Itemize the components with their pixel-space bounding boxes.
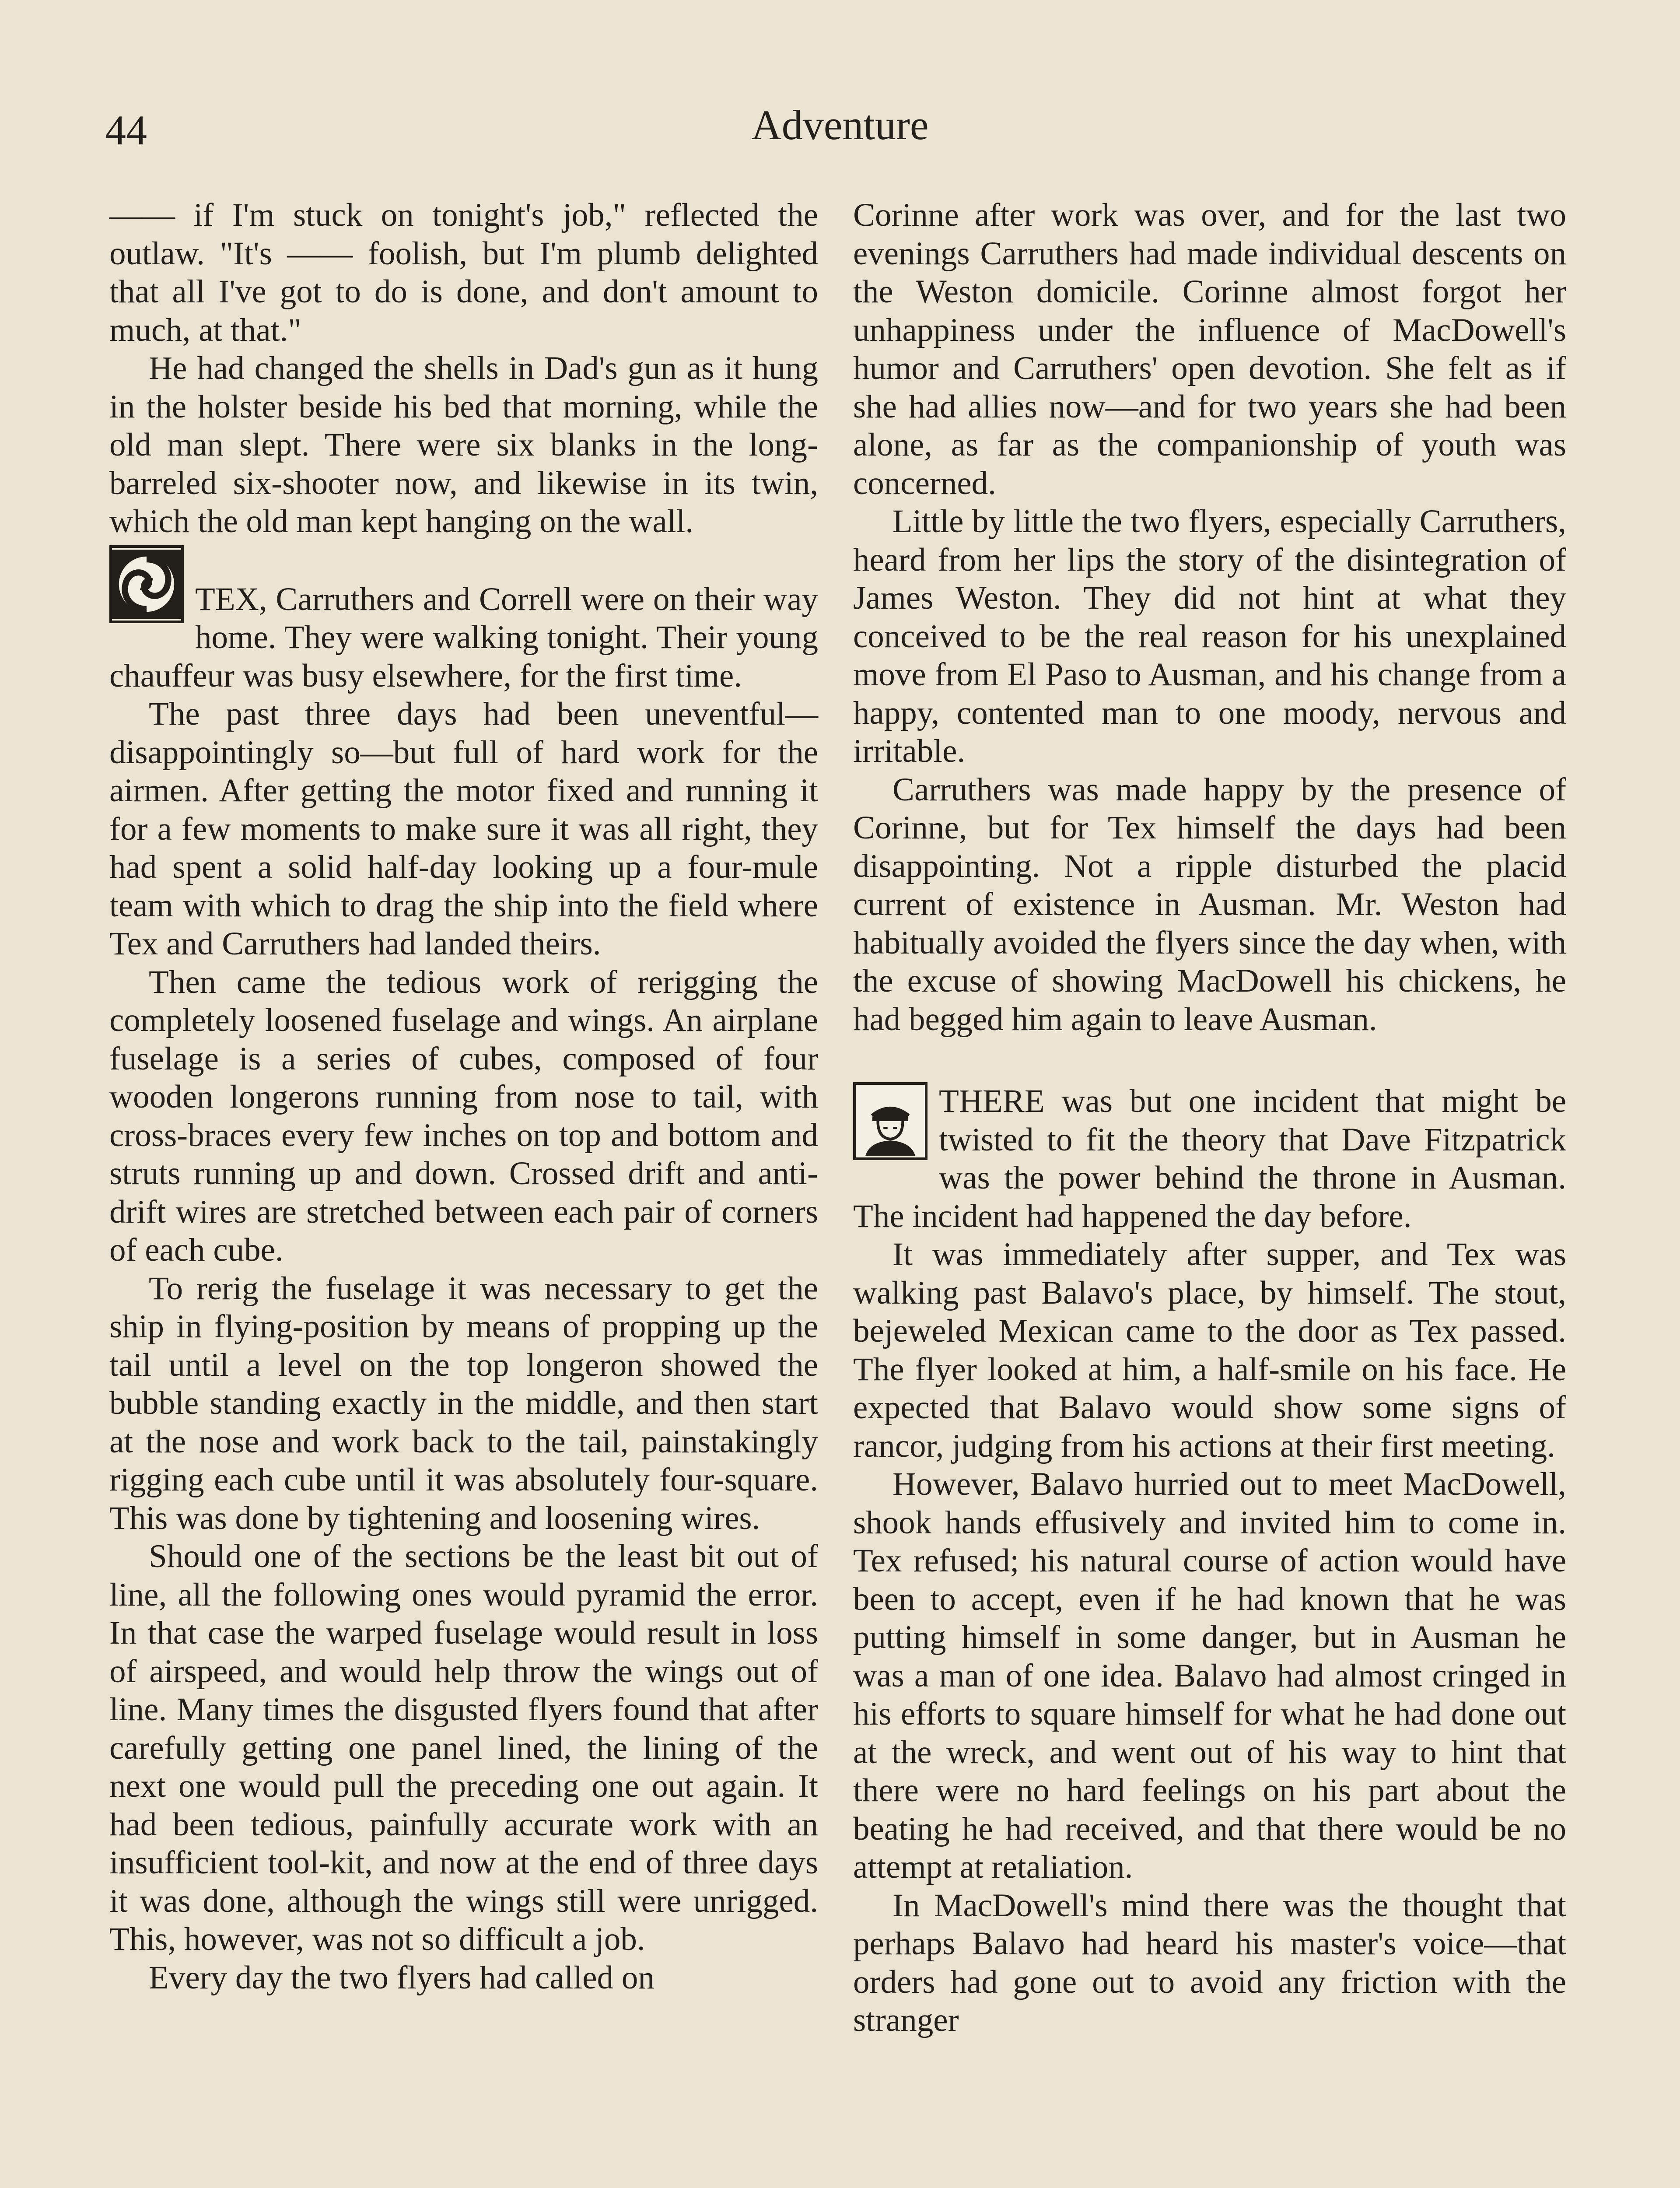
paragraph: Should one of the sections be the least bit out of line, all the following ones would pyramid the error. In that case the warped fuselage would result in loss of airspeed, and would help throw the wings out of line. Many times the disgusted flyers found that after carefully getting one panel lined, the lining of the next one would pull the preceding one out again. It had been tedious, painfully accurate work with an insufficient tool-kit, and now at the end of three days it was done, although the wings still were unrigged. This, however, was not so difficult a job. xyxy=(109,1538,818,1957)
paragraph: It was immediately after supper, and Tex was walking past Balavo's place, by himself. The stout, bejeweled Mexican came to the door as Tex passed. The flyer looked at him, a half-smile on his face. He expected that Balavo would show some signs of rancor, judging from his actions at their first meeting. xyxy=(853,1236,1566,1464)
paragraph: In MacDowell's mind there was the thought that perhaps Balavo had heard his master's voice—that orders had gone out to avoid any friction with the stranger xyxy=(853,1887,1566,2038)
right-column xyxy=(853,196,1566,2040)
section-paragraph: THERE was but one incident that might be twisted to fit the theory that Dave Fitzpatrick was the power behind the throne in Ausman. The incident had happened the day before. xyxy=(853,1083,1566,1234)
paragraph: Corinne after work was over, and for the last two evenings Carruthers had made individual descents on the Weston domicile. Corinne almost forgot her unhappiness under the influence of MacDowell's humor and Carruthers' open devotion. She felt as if she had allies now—and for two years she had been alone, as far as the companionship of youth was concerned. xyxy=(853,197,1566,501)
left-column xyxy=(109,196,818,1997)
aviator-portrait-icon xyxy=(853,1082,928,1160)
running-head: Adventure xyxy=(751,102,929,148)
paragraph: Little by little the two flyers, especially Carruthers, heard from her lips the story of the disintegration of James Weston. They did not hint at what they conceived to be the real reason for his unexplained move from El Paso to Ausman, and his change from a happy, contented man to one moody, nervous and irritable. xyxy=(853,503,1566,769)
paragraph: To rerig the fuselage it was necessary to get the ship in flying-position by means of propping up the tail until a level on the top longeron showed the bubble standing exactly in the middle, and then start at the nose and work back to the tail, painstakingly rigging each cube until it was absolutely four-square. This was done by tightening and loosening wires. xyxy=(109,1270,818,1536)
section-paragraph: TEX, Carruthers and Correll were on their way home. They were walking tonight. Their young chauffeur was busy elsewhere, for the first time. xyxy=(109,581,818,694)
swirl-ornament-icon xyxy=(109,545,184,623)
paragraph: Every day the two flyers had called on xyxy=(149,1959,654,1996)
paragraph: However, Balavo hurried out to meet MacDowell, shook hands effusively and invited him to come in. Tex refused; his natural course of action would have been to accept, even if he had known that he was putting himself in some danger, but in Ausman he was a man of one idea. Balavo had almost cringed in his efforts to square himself for what he had done out at the wreck, and went out of his way to hint that there were no hard feelings on his part about the beating he had received, and that there would be no attempt at retaliation. xyxy=(853,1466,1566,1885)
paragraph: He had changed the shells in Dad's gun as it hung in the holster beside his bed that morning, while the old man slept. There were six blanks in the long-barreled six-shooter now, and likewise in its twin, which the old man kept hanging on the wall. xyxy=(109,350,818,540)
paragraph: Then came the tedious work of rerigging the completely loosened fuselage and wings. An airplane fuselage is a series of cubes, composed of four wooden longerons running from nose to tail, with cross-braces every few inches on top and bottom and struts running up and down. Crossed drift and anti-drift wires are stretched between each pair of corners of each cube. xyxy=(109,964,818,1268)
paragraph: —— if I'm stuck on tonight's job," reflected the outlaw. "It's —— foolish, but I'm plumb delighted that all I've got to do is done, and don't amount to much, at that." xyxy=(109,197,818,348)
paragraph: The past three days had been uneventful—disappointingly so—but full of hard work for the airmen. After getting the motor fixed and running it for a few moments to make sure it was all right, they had spent a solid half-day looking up a four-mule team with which to drag the ship into the field where Tex and Carruthers had landed theirs. xyxy=(109,696,818,962)
paragraph: Carruthers was made happy by the presence of Corinne, but for Tex himself the days had been disappointing. Not a ripple disturbed the placid current of existence in Ausman. Mr. Weston had habitually avoided the flyers since the day when, with the excuse of showing MacDowell his chickens, he had begged him again to leave Ausman. xyxy=(853,771,1566,1038)
page-number: 44 xyxy=(105,107,147,154)
